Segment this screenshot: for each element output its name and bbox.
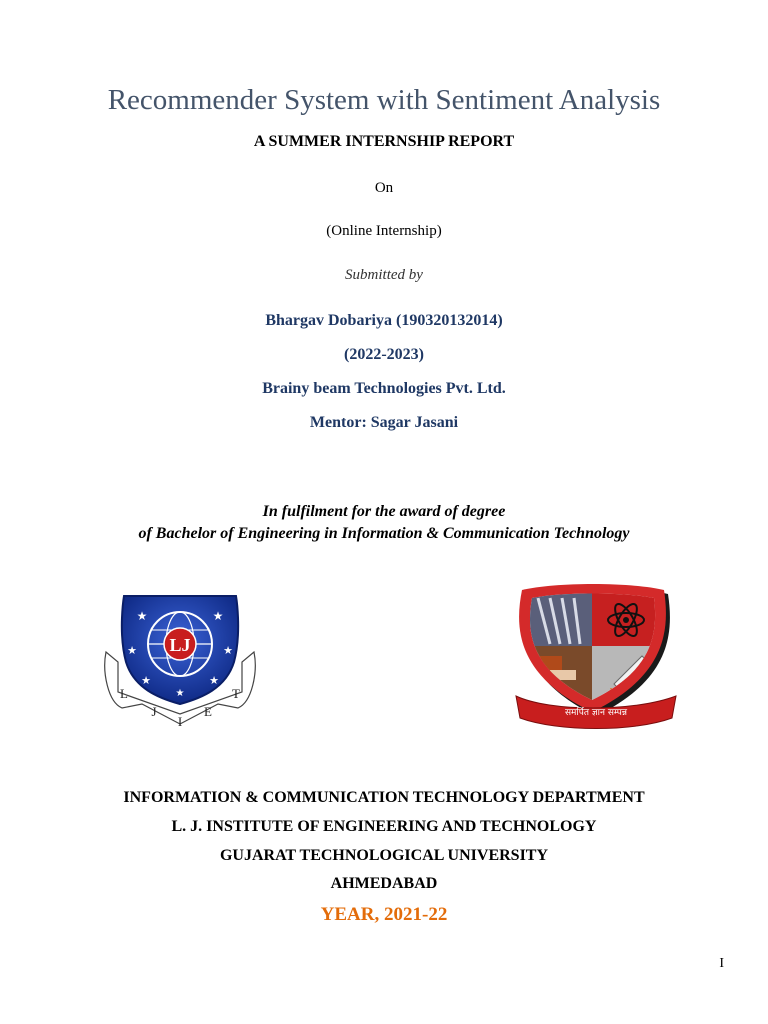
mentor-name: Mentor: Sagar Jasani: [309, 414, 459, 431]
institute-name: L. J. INSTITUTE OF ENGINEERING AND TECHNOLOGY: [171, 818, 597, 835]
university-name: GUJARAT TECHNOLOGICAL UNIVERSITY: [219, 847, 549, 864]
svg-text:L: L: [120, 686, 128, 701]
lj-monogram: LJ: [169, 635, 191, 655]
degree-line-1: In fulfilment for the award of degree: [262, 503, 506, 520]
submitted-by-label: Submitted by: [345, 267, 423, 283]
svg-text:★: ★: [209, 675, 219, 687]
svg-text:★: ★: [223, 645, 233, 657]
svg-text:T: T: [232, 686, 240, 701]
ljiet-logo: [102, 592, 258, 732]
city-name: AHMEDABAD: [330, 875, 438, 892]
report-subtitle: A SUMMER INTERNSHIP REPORT: [253, 133, 515, 150]
svg-text:★: ★: [141, 675, 151, 687]
svg-text:★: ★: [175, 688, 185, 699]
student-name: Bhargav Dobariya (190320132014): [265, 312, 503, 329]
academic-year: (2022-2023): [344, 346, 424, 363]
svg-text:★: ★: [127, 645, 137, 657]
gtu-logo: [510, 584, 682, 734]
svg-text:J: J: [151, 704, 157, 719]
svg-text:★: ★: [136, 609, 148, 623]
report-title: Recommender System with Sentiment Analysis: [107, 84, 661, 116]
svg-text:E: E: [204, 704, 212, 719]
department-name: INFORMATION & COMMUNICATION TECHNOLOGY DEPARTMENT: [123, 789, 645, 806]
page-number: I: [719, 956, 724, 971]
svg-text:I: I: [177, 714, 183, 729]
svg-text:★: ★: [212, 609, 224, 623]
on-label: On: [374, 180, 394, 196]
gtu-banner-text: समर्पित ज्ञान सम्पन्न: [564, 708, 628, 718]
internship-type: (Online Internship): [326, 223, 442, 239]
company-name: Brainy beam Technologies Pvt. Ltd.: [262, 380, 506, 397]
report-year: YEAR, 2021-22: [320, 904, 448, 925]
degree-line-2: of Bachelor of Engineering in Information & Communication Technology: [138, 525, 630, 542]
